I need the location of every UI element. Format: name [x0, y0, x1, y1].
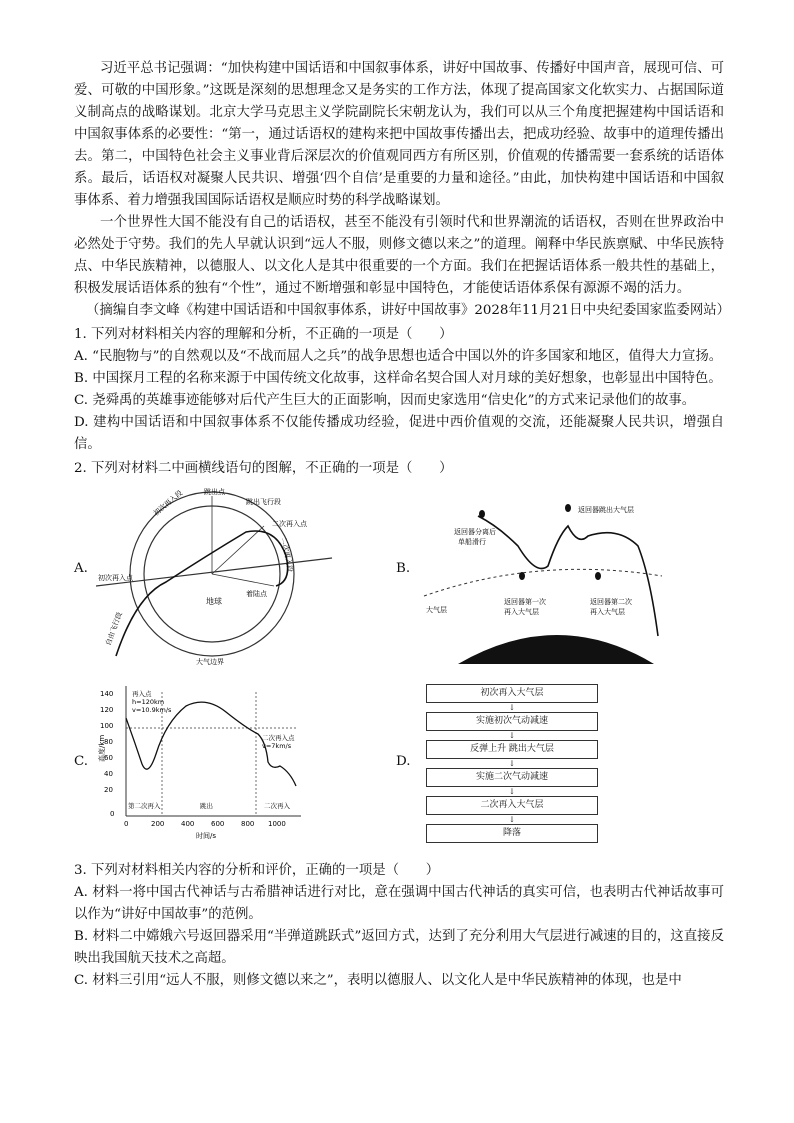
- figure-c-ytick: 120: [100, 706, 114, 714]
- figure-d-label: D.: [396, 754, 411, 769]
- figure-a-text-first-seg: 初次再入段: [152, 488, 185, 518]
- figure-a-trajectory-diagram: [96, 486, 336, 666]
- passage-paragraph-1: 习近平总书记强调：“加快构建中国话语和中国叙事体系，讲好中国故事、传播好中国声音，展现可信、可爱、可敬的中国形象。”这既是深刻的思想理念又是务实的工作方法，体现了提高国家文化软实力、占据国际道义制高点的战略谋划。北京大学马克思主义学院副院长宋朝龙认为，我们可以从三个角度把握建构中国话语和中国叙事体系的必要性：“第一，通过话语权的建构来把中国故事传播出去，把成功经验、故事中的道理传播出去。第二，中国特色社会主义事业背后深层次的价值观同西方有所区别，价值观的传播需要一套系统的话语体系。最后，话语权对凝聚人民共识、增强‘四个自信’是重要的力量和途径。”由此，加快构建中国话语和中国叙事体系、着力增强我国国际话语权是顺应时势的科学战略谋划。: [74, 61, 724, 208]
- question-3-stem: 3. 下列对材料相关内容的分析和评价，正确的一项是（ ）: [74, 863, 440, 878]
- figure-a-text-top: 跳出点: [204, 488, 225, 496]
- flowchart-arrow: ↓: [508, 787, 516, 796]
- flowchart-step: 二次再入大气层: [426, 796, 598, 815]
- figure-c-ytick: 100: [100, 722, 114, 730]
- flowchart-step: 实施二次气动减速: [426, 768, 598, 787]
- question-3-option-c: C. 材料三引用“远人不服，则修文德以来之”，表明以德服人、以文化人是中华民族精神的体现，也是中: [74, 973, 682, 988]
- figure-a-text-second-pt: 二次再入点: [272, 520, 307, 528]
- figure-d-steps: [426, 684, 598, 843]
- figure-c-entry-h: h=120km: [132, 698, 165, 706]
- figure-b-text-second-2: 再入大气层: [590, 608, 625, 616]
- figure-d-flowchart: [426, 684, 598, 843]
- flowchart-step: 反弹上升 跳出大气层: [426, 740, 598, 759]
- figure-b-text-first-2: 再入大气层: [504, 608, 539, 616]
- flowchart-step: 初次再入大气层: [426, 684, 598, 703]
- question-2-stem: 2. 下列对材料二中画横线语句的图解，不正确的一项是（ ）: [74, 461, 453, 476]
- question-3-option-a: A. 材料一将中国古代神话与古希腊神话进行对比，意在强调中国古代神话的真实可信，也表明古代神话故事可以作为“讲好中国故事”的范例。: [74, 885, 724, 922]
- figure-c-xlabel: 时间/s: [196, 832, 217, 840]
- question-1-option-d: D. 建构中国话语和中国叙事体系不仅能传播成功经验，促进中西价值观的交流，还能凝聚人民共识，增强自信。: [74, 415, 724, 452]
- figure-c-label: C.: [74, 754, 89, 769]
- figure-c-xtick: 1000: [268, 820, 286, 828]
- question-1-option-a: A. “民胞物与”的自然观以及“不战而屈人之兵”的战争思想也适合中国以外的许多国家和地区，值得大力宣扬。: [74, 349, 723, 364]
- question-1-option-c: C. 尧舜禹的英雄事迹能够对后代产生巨大的正面影响，因而史家选用“信史化”的方式来记录他们的故事。: [74, 393, 696, 408]
- figure-b-label: B.: [396, 561, 411, 576]
- figure-c-entry-title: 再入点: [132, 690, 152, 698]
- figure-a-text-first-pt: 初次再入点: [98, 574, 133, 582]
- figure-a-text-free: 自由飞行段: [104, 611, 124, 647]
- figure-c-xtick: 200: [151, 820, 165, 828]
- flowchart-arrow: ↓: [508, 703, 516, 712]
- question-1-stem: 1. 下列对材料相关内容的理解和分析，不正确的一项是（ ）: [74, 327, 453, 342]
- question-2-figures: [74, 486, 724, 858]
- passage-paragraph-2: 一个世界性大国不能没有自己的话语权，甚至不能没有引领时代和世界潮流的话语权，否则在世界政治中必然处于守势。我们的先人早就认识到“远人不服，则修文德以来之”的道理。阐释中华民族禀赋、中华民族特点、中华民族精神，以德服人、以文化人是其中很重要的一个方面。我们在把握话语体系一般共性的基础上，积极发展话语体系的独有“个性”，通过不断增强和彰显中国特色，才能使话语体系保有源源不竭的活力。: [74, 215, 724, 296]
- figure-a-text-boundary: 大气边界: [196, 658, 224, 666]
- figure-c-altitude-chart: [96, 682, 306, 842]
- figure-a-label: A.: [74, 561, 88, 576]
- figure-c-second-title: 二次再入点: [262, 734, 295, 742]
- flowchart-arrow: ↓: [508, 731, 516, 740]
- figure-c-phase-1: 第二次再入: [128, 802, 161, 810]
- figure-c-ytick: 20: [104, 786, 113, 794]
- figure-b-text-second-1: 返回器第二次: [590, 598, 632, 606]
- figure-c-ytick: 80: [104, 738, 113, 746]
- exam-page: [74, 58, 730, 992]
- flowchart-arrow: ↓: [508, 759, 516, 768]
- figure-a-text-landing: 着陆点: [246, 590, 267, 598]
- question-1-option-b: B. 中国探月工程的名称来源于中国传统文化故事，这样命名契合国人对月球的美好想象，也彰显出中国特色。: [74, 371, 722, 386]
- figure-c-ytick: 140: [100, 690, 114, 698]
- flowchart-step: 降落: [426, 824, 598, 843]
- figure-a-text-skip: 跳出飞行段: [246, 498, 281, 506]
- figure-c-second-v: v=7km/s: [262, 742, 292, 750]
- figure-a-text-second-seg: 二次再入段: [280, 536, 294, 573]
- flowchart-step: 实施初次气动减速: [426, 712, 598, 731]
- flowchart-arrow: ↓: [508, 815, 516, 824]
- passage-source: （摘编自李文峰《构建中国话语和中国叙事体系，讲好中国故事》2028年11月21日中央纪委国家监委网站）: [86, 303, 730, 318]
- figure-c-ytick: 0: [110, 810, 115, 818]
- figure-a-text-earth: 地球: [206, 597, 222, 606]
- figure-c-xtick: 800: [241, 820, 255, 828]
- figure-b-text-first-1: 返回器第一次: [504, 598, 546, 606]
- figure-c-xtick: 0: [124, 820, 129, 828]
- figure-c-phase-2: 跳出: [200, 802, 213, 810]
- figure-c-ytick: 60: [104, 754, 113, 762]
- figure-c-phase-3: 二次再入: [264, 802, 290, 810]
- figure-c-xtick: 600: [211, 820, 225, 828]
- figure-b-text-atm: 大气层: [426, 606, 447, 614]
- figure-b-trajectory-diagram: [418, 486, 668, 666]
- figure-b-text-skip-out: 返回器跳出大气层: [578, 506, 634, 514]
- figure-c-xtick: 400: [181, 820, 195, 828]
- figure-c-ytick: 40: [104, 770, 113, 778]
- figure-b-text-sep: 返回器分离后: [454, 528, 496, 536]
- figure-c-entry-v: v=10.9km/s: [132, 706, 172, 714]
- figure-c-ylabel: 高度/km: [98, 734, 106, 762]
- question-3-option-b: B. 材料二中嫦娥六号返回器采用“半弹道跳跃式”返回方式，达到了充分利用大气层进行减速的目的，这直接反映出我国航天技术之高超。: [74, 929, 724, 966]
- figure-b-text-glide: 单船滑行: [458, 538, 486, 546]
